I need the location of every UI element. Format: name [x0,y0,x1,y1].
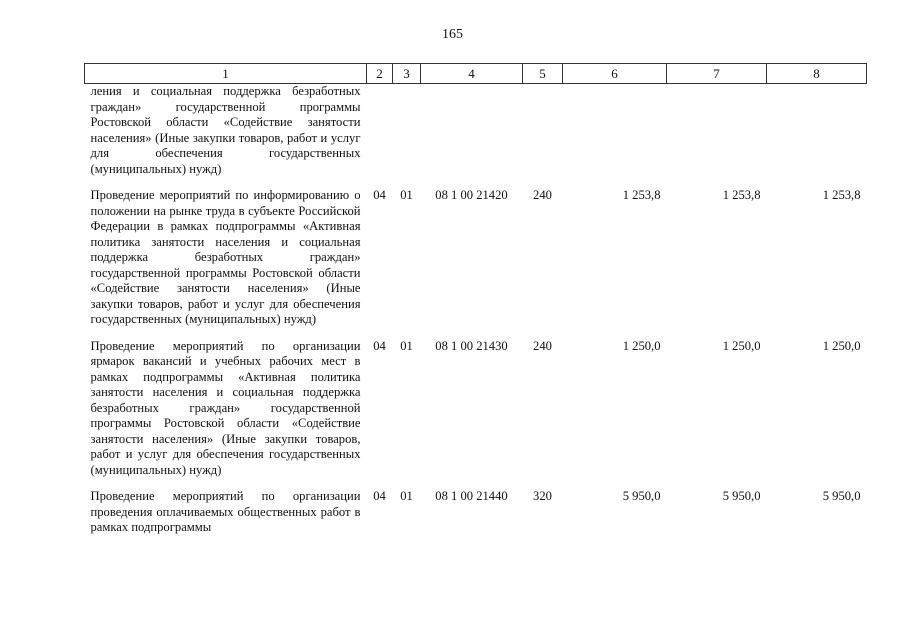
header-col-6: 6 [563,64,667,84]
row-target-code: 08 1 00 21440 [435,489,508,503]
table-row [85,489,867,536]
header-row [85,64,867,84]
row-subsection: 01 [400,338,413,353]
header-col-7: 7 [667,64,767,84]
row-expense-type [523,84,563,178]
header-col-5: 5 [523,64,563,84]
header-col-2: 2 [367,64,393,84]
row-amount-col6 [563,84,667,178]
row-description: Проведение мероприятий по информированию о положении на рынке труда в субъекте Российской Федерации в рамках подпрограммы «Активная политика занятости населения и социальная поддержка безработных граждан» государственной программы Ростовской области «Содействие занятости населения» (Иные закупки товаров, работ и услуг для обеспечения государственных (муниципальных) нужд) [90,188,361,326]
table-row [85,84,867,178]
row-amount-col7: 1 250,0 [722,338,761,353]
row-section: 04 [373,188,386,202]
row-amount-col8: 5 950,0 [822,489,861,503]
row-amount-col8: 1 250,0 [822,338,861,353]
row-amount-col6: 1 253,8 [622,188,661,202]
header-col-3: 3 [393,64,421,84]
row-section: 04 [373,489,386,503]
row-expense-type: 240 [533,338,552,353]
row-description: Проведение мероприятий по организации ярмарок вакансий и учебных рабочих мест в рамках подпрограммы «Активная политика занятости населения и социальная поддержка безработных граждан» государственной программы Ростовской области «Содействие занятости населения» (Иные закупки товаров, работ и услуг для обеспечения государственных (муниципальных) нужд) [90,338,361,477]
page-number: 165 [442,27,463,42]
row-section [367,84,393,178]
header-col-1: 1 [85,64,367,84]
row-amount-col8 [767,84,867,178]
budget-table [84,63,867,536]
row-target-code [421,84,523,178]
header-col-8: 8 [767,64,867,84]
row-subsection [393,84,421,178]
row-spacer [85,478,867,489]
header-col-4: 4 [421,64,523,84]
row-amount-col7: 1 253,8 [722,188,761,202]
row-amount-col7 [667,84,767,178]
row-spacer [85,328,867,339]
row-amount-col6: 1 250,0 [622,338,661,353]
row-amount-col6: 5 950,0 [622,489,661,503]
row-subsection: 01 [400,489,413,503]
row-description: Проведение мероприятий по организации проведения оплачиваемых общественных работ в рамках подпрограммы [90,489,361,534]
row-amount-col8: 1 253,8 [822,188,861,202]
row-target-code: 08 1 00 21430 [435,338,508,353]
row-expense-type: 240 [533,188,552,202]
row-expense-type: 320 [533,489,552,503]
row-description: ления и социальная поддержка безработных граждан» государственной программы Ростовской области «Содействие занятости населения» (Иные закупки товаров, работ и услуг для обеспечения государственных (муниципальных) нужд) [90,84,361,176]
row-amount-col7: 5 950,0 [722,489,761,503]
row-target-code: 08 1 00 21420 [435,188,508,202]
table-row [85,339,867,479]
row-section: 04 [373,338,386,353]
table-row [85,188,867,328]
row-spacer [85,177,867,188]
row-subsection: 01 [400,188,413,202]
